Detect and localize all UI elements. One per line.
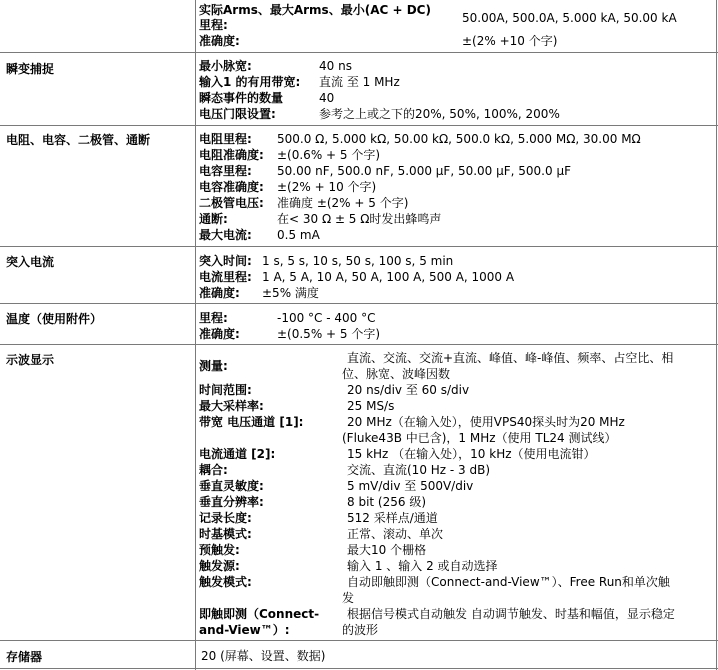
spec-label: 突入时间: bbox=[199, 254, 252, 268]
spec-label: 电流里程: bbox=[199, 270, 252, 284]
spec-value: 20 ns/div 至 60 s/div bbox=[347, 383, 470, 397]
spec-value: (Fluke43B 中已含)，1 MHz（使用 TL24 测试线） bbox=[342, 431, 617, 445]
category-title: 示波显示 bbox=[6, 353, 55, 367]
spec-label: 通断: bbox=[199, 212, 228, 226]
spec-value: 500.0 Ω, 5.000 kΩ, 50.00 kΩ, 500.0 kΩ, 5.000 MΩ, 30.00 MΩ bbox=[277, 132, 641, 146]
spec-label: and-View™）: bbox=[199, 623, 290, 637]
category-title: 电阻、电容、二极管、通断 bbox=[6, 133, 151, 147]
spec-label: 准确度: bbox=[199, 286, 240, 300]
spec-label: 二极管电压: bbox=[199, 196, 264, 210]
spec-label: 输入1 的有用带宽: bbox=[199, 75, 301, 89]
spec-value: 20 MHz（在输入处），使用VPS40探头时为20 MHz bbox=[347, 415, 625, 429]
spec-label: 时基模式: bbox=[199, 527, 252, 541]
spec-value: 自动即触即测（Connect-and-View™）、Free Run和单次触 bbox=[347, 575, 670, 589]
spec-label: 最大采样率: bbox=[199, 399, 264, 413]
spec-value: 位、脉宽、波峰因数 bbox=[342, 367, 451, 381]
spec-value: 发 bbox=[342, 591, 355, 605]
spec-label: 里程: bbox=[199, 18, 228, 32]
spec-value: ±(0.5% + 5 个字) bbox=[277, 327, 381, 341]
spec-label: 触发源: bbox=[199, 559, 240, 573]
spec-value: 25 MS/s bbox=[347, 399, 395, 413]
spec-label: 耦合: bbox=[199, 463, 228, 477]
row-divider bbox=[0, 640, 718, 641]
spec-value: 根据信号模式自动触发 自动调节触发、时基和幅值，显示稳定 bbox=[347, 607, 675, 621]
spec-label: 垂直灵敏度: bbox=[199, 479, 264, 493]
spec-label: 触发模式: bbox=[199, 575, 252, 589]
spec-value: 40 bbox=[319, 91, 335, 105]
spec-value: 在< 30 Ω ± 5 Ω时发出蜂鸣声 bbox=[277, 212, 442, 226]
spec-value: 参考之上或之下的20%, 50%, 100%, 200% bbox=[319, 107, 560, 121]
spec-label: 记录长度: bbox=[199, 511, 252, 525]
right-border bbox=[716, 0, 717, 670]
spec-value: 准确度 ±(2% + 5 个字) bbox=[277, 196, 409, 210]
spec-value: 最大10 个栅格 bbox=[347, 543, 427, 557]
spec-label: 预触发: bbox=[199, 543, 240, 557]
spec-value: 8 bit (256 级) bbox=[347, 495, 427, 509]
spec-value: 50.00A, 500.0A, 5.000 kA, 50.00 kA bbox=[462, 11, 677, 25]
spec-value: 的波形 bbox=[342, 623, 379, 637]
spec-value: 40 ns bbox=[319, 59, 352, 73]
row-divider bbox=[0, 246, 718, 247]
spec-value: 输入 1 、输入 2 或自动选择 bbox=[347, 559, 498, 573]
spec-label: 电容里程: bbox=[199, 164, 252, 178]
category-title: 存储器 bbox=[6, 650, 43, 664]
spec-label: 准确度: bbox=[199, 327, 240, 341]
category-title: 温度（使用附件） bbox=[6, 312, 103, 326]
spec-label: 里程: bbox=[199, 311, 228, 325]
spec-value: 15 kHz （在输入处），10 kHz（使用电流钳） bbox=[347, 447, 596, 461]
spec-label: 时间范围: bbox=[199, 383, 252, 397]
spec-label: 电流通道 [2]: bbox=[199, 447, 276, 461]
spec-value: ±(0.6% + 5 个字) bbox=[277, 148, 381, 162]
category-title: 瞬变捕捉 bbox=[6, 62, 55, 76]
spec-label: 测量: bbox=[199, 359, 228, 373]
spec-label: 带宽 电压通道 [1]: bbox=[199, 415, 304, 429]
row-divider bbox=[0, 303, 718, 304]
spec-value: 0.5 mA bbox=[277, 228, 320, 242]
row-divider bbox=[0, 668, 718, 669]
column-divider bbox=[195, 0, 196, 670]
row-divider bbox=[0, 344, 718, 345]
category-title: 突入电流 bbox=[6, 255, 55, 269]
row-divider bbox=[0, 52, 718, 53]
spec-value: ±(2% + 10 个字) bbox=[277, 180, 377, 194]
spec-value: 50.00 nF, 500.0 nF, 5.000 µF, 50.00 µF, 500.0 µF bbox=[277, 164, 571, 178]
spec-value: 交流、直流(10 Hz - 3 dB) bbox=[347, 463, 491, 477]
spec-value: 1 s, 5 s, 10 s, 50 s, 100 s, 5 min bbox=[262, 254, 454, 268]
spec-value: 直流 至 1 MHz bbox=[319, 75, 400, 89]
spec-value: 20 (屏幕、设置、数据) bbox=[201, 649, 326, 663]
spec-label: 最小脉宽: bbox=[199, 59, 252, 73]
spec-label: 电阻里程: bbox=[199, 132, 252, 146]
spec-label: 电压门限设置: bbox=[199, 107, 276, 121]
spec-value: ±5% 满度 bbox=[262, 286, 319, 300]
spec-value: -100 °C - 400 °C bbox=[277, 311, 376, 325]
spec-value: 正常、滚动、单次 bbox=[347, 527, 444, 541]
spec-value: 1 A, 5 A, 10 A, 50 A, 100 A, 500 A, 1000 A bbox=[262, 270, 515, 284]
spec-label: 电阻准确度: bbox=[199, 148, 264, 162]
spec-value: 512 采样点/通道 bbox=[347, 511, 438, 525]
spec-value: 直流、交流、交流+直流、峰值、峰-峰值、频率、占空比、相 bbox=[347, 351, 674, 365]
spec-label: 垂直分辨率: bbox=[199, 495, 264, 509]
spec-label: 准确度: bbox=[199, 34, 240, 48]
spec-label: 瞬态事件的数量 bbox=[199, 91, 284, 105]
spec-label: 最大电流: bbox=[199, 228, 252, 242]
spec-value: ±(2% +10 个字) bbox=[462, 34, 558, 48]
spec-value: 5 mV/div 至 500V/div bbox=[347, 479, 474, 493]
row-divider bbox=[0, 125, 718, 126]
spec-label: 即触即测（Connect- bbox=[199, 607, 320, 621]
spec-label: 实际Arms、最大Arms、最小(AC + DC) bbox=[199, 3, 431, 17]
spec-label: 电容准确度: bbox=[199, 180, 264, 194]
